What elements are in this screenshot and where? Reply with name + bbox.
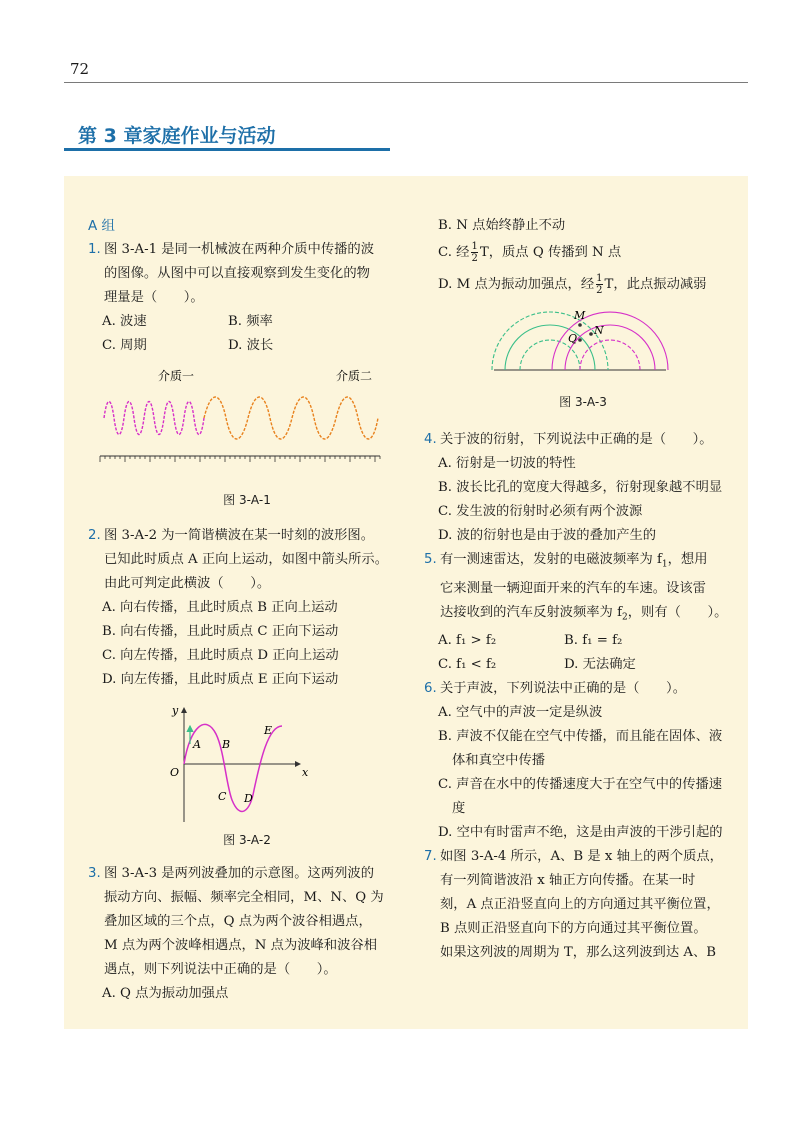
header-rule (64, 82, 748, 83)
option-a: A. 空气中的声波一定是纵波 (438, 705, 603, 721)
option-d: D. 波长 (228, 338, 274, 353)
label-o: O (170, 766, 180, 779)
figure-3-a-1 (88, 358, 406, 482)
option-c: C. 发生波的衍射时必须有两个波源 (438, 504, 643, 519)
question-stem-line (440, 601, 742, 630)
label-b: B (222, 738, 231, 751)
question-stem-line: 图 3-A-3 是两列波叠加的示意图。这两列波的 (104, 866, 375, 881)
option-d (424, 268, 742, 302)
option-d: D. 无法确定 (564, 657, 636, 673)
question-stem-line: 的图像。从图中可以直接观察到发生变化的物 (104, 266, 370, 281)
q1-options (88, 310, 406, 358)
option-a: A. Q 点为振动加强点 (102, 986, 229, 1001)
option-a: A. 衍射是一切波的特性 (438, 456, 576, 471)
figure-3-a-2 (88, 698, 406, 826)
fraction-one-half (471, 241, 477, 264)
right-column (424, 214, 742, 965)
fraction-denominator: 2 (596, 285, 603, 296)
fraction-denominator: 2 (471, 253, 478, 264)
question-stem-line: B 点则正沿竖直向下的方向通过其平衡位置。 (440, 921, 707, 937)
stem-text: ，想用 (667, 552, 708, 567)
option-b: B. f₁ = f₂ (564, 633, 623, 649)
question-stem-line: 图 3-A-2 为一简谐横波在某一时刻的波形图。 (104, 528, 375, 543)
figure-3-a-3 (424, 304, 742, 384)
option-d: D. 空中有时雷声不绝，这是由声波的干涉引起的 (438, 825, 723, 841)
question-stem-line: 如果这列波的周期为 T，那么这列波到达 A、B (440, 945, 717, 961)
option-c: C. 声音在水中的传播速度大于在空气中的传播速度 (438, 777, 723, 817)
question-1 (88, 238, 406, 310)
wave-medium-2 (204, 397, 378, 439)
fraction-one-half (596, 273, 602, 296)
stem-text: ，则有（ ）。 (627, 604, 728, 620)
question-stem-line (440, 548, 742, 577)
question-7 (424, 845, 742, 965)
option-d: D. 波的衍射也是由于波的叠加产生的 (438, 528, 657, 543)
question-number: 7. (424, 849, 437, 865)
question-stem-line: 已知此时质点 A 正向上运动，如图中箭头所示。 (104, 552, 388, 567)
question-stem-line: 它来测量一辆迎面开来的汽车的车速。设该雷 (440, 580, 706, 596)
label-q: Q (568, 332, 578, 345)
question-number: 6. (424, 681, 437, 697)
wave-source-1-circles (492, 312, 608, 370)
option-b: B. 波长比孔的宽度大得越多，衍射现象越不明显 (438, 480, 723, 495)
question-number: 2. (88, 528, 101, 543)
question-stem-line: 刻，A 点正沿竖直向上的方向通过其平衡位置， (440, 897, 720, 913)
label-e: E (264, 724, 273, 737)
label-m: M (574, 309, 586, 322)
option-c: C. f₁ < f₂ (438, 657, 497, 673)
option-d: D. 向左传播，且此时质点 E 正向下运动 (102, 672, 339, 687)
figure-caption: 图 3-A-1 (223, 493, 271, 507)
option-c-text-post: T，质点 Q 传播到 N 点 (479, 245, 622, 260)
question-number: 3. (88, 866, 101, 881)
chapter-title: 第 3 章家庭作业与活动 (78, 125, 276, 147)
question-number: 1. (88, 242, 101, 257)
question-stem-line: M 点为两个波峰相遇点，N 点为波峰和波谷相 (104, 938, 378, 953)
fraction-numerator: 1 (596, 273, 603, 284)
option-d-text-pre: D. M 点为振动加强点，经 (438, 277, 595, 292)
chapter-title-underline (64, 148, 390, 151)
stem-text: 达接收到的汽车反射波频率为 f (440, 604, 623, 620)
question-stem-line: 由此可判定此横波（ ）。 (104, 576, 271, 591)
page-number: 72 (70, 60, 90, 78)
option-c: C. 向左传播，且此时质点 D 正向上运动 (102, 648, 339, 663)
fig-label-medium-2: 介质二 (336, 369, 373, 383)
question-stem-line: 叠加区域的三个点，Q 点为两个波谷相遇点， (104, 914, 372, 929)
option-b: B. 声波不仅能在空气中传播，而且能在固体、液体和真空中传播 (438, 729, 723, 769)
question-4 (424, 428, 742, 452)
subscript: 1 (661, 559, 668, 570)
label-y: y (172, 704, 179, 717)
left-column (88, 214, 406, 1006)
subscript: 2 (622, 612, 628, 623)
question-stem-line: 遇点，则下列说法中正确的是（ ）。 (104, 962, 337, 977)
label-n: N (594, 324, 604, 337)
option-d-text-post: T，此点振动减弱 (604, 277, 707, 292)
question-stem-line: 图 3-A-1 是同一机械波在两种介质中传播的波 (104, 242, 375, 257)
question-stem-line: 理量是（ ）。 (104, 290, 204, 305)
figure-caption: 图 3-A-3 (559, 395, 607, 409)
question-stem-line: 关于声波，下列说法中正确的是（ ）。 (440, 681, 686, 697)
option-b: B. 向右传播，且此时质点 C 正向下运动 (102, 624, 339, 639)
option-a: A. f₁ > f₂ (438, 633, 497, 649)
group-label: A 组 (88, 218, 116, 234)
figure-caption: 图 3-A-2 (223, 833, 271, 847)
option-c (424, 238, 742, 268)
question-stem-line: 如图 3-A-4 所示，A、B 是 x 轴上的两个质点， (440, 849, 723, 865)
point-m (578, 323, 582, 327)
label-c: C (218, 790, 227, 803)
label-a: A (193, 738, 201, 751)
option-c-text-pre: C. 经 (438, 245, 470, 260)
option-c: C. 周期 (102, 338, 147, 353)
wave-medium-1 (104, 402, 204, 435)
label-d: D (244, 792, 253, 805)
option-b: B. 频率 (228, 314, 273, 329)
point-q (578, 338, 582, 342)
ruler-ticks (100, 456, 380, 462)
label-x: x (302, 766, 309, 779)
fig-label-medium-1: 介质一 (158, 369, 195, 383)
option-a: A. 向右传播，且此时质点 B 正向上运动 (102, 600, 338, 615)
question-5 (424, 548, 742, 629)
question-stem-line: 关于波的衍射，下列说法中正确的是（ ）。 (440, 432, 713, 447)
stem-text: 有一测速雷达，发射的电磁波频率为 f (440, 552, 662, 567)
question-stem-line: 有一列简谐波沿 x 轴正方向传播。在某一时 (440, 873, 696, 889)
q5-options (424, 629, 742, 677)
fraction-numerator: 1 (471, 241, 478, 252)
point-n (589, 332, 593, 336)
question-2 (88, 524, 406, 596)
question-stem-line: 振动方向、振幅、频率完全相同，M、N、Q 为 (104, 890, 384, 905)
question-6 (424, 677, 742, 701)
question-number: 4. (424, 432, 437, 447)
question-3 (88, 862, 406, 982)
option-b: B. N 点始终静止不动 (438, 218, 566, 233)
question-number: 5. (424, 552, 437, 567)
option-a: A. 波速 (102, 314, 147, 329)
